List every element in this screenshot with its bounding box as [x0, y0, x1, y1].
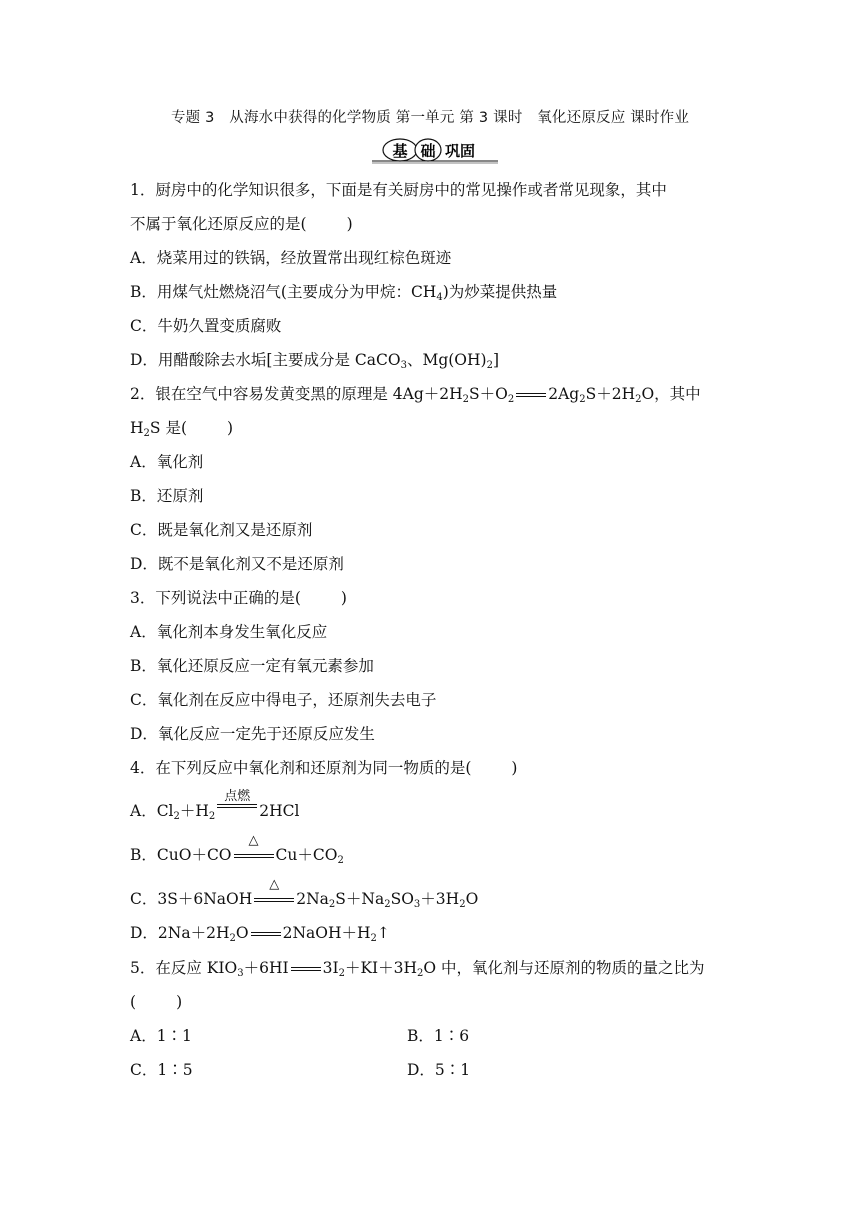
q3-stem: 3．下列说法中正确的是( )	[130, 589, 347, 607]
banner-char-3: 巩固	[444, 142, 476, 160]
q4-stem: 4．在下列反应中氧化剂和还原剂为同一物质的是( )	[130, 759, 518, 777]
equals-sign	[289, 958, 323, 978]
equals-sign	[514, 384, 548, 404]
q5-option-b: B．1∶6	[407, 1027, 470, 1045]
reaction-condition-heat: △	[252, 889, 296, 909]
q4-option-c: C．3S＋6NaOH △ $2Na_2S+Na_2SO_3+3H_2O$	[130, 877, 479, 910]
q4-option-b: B．CuO＋CO △ $Cu+CO_2$	[130, 833, 344, 866]
q2-option-d: D．既不是氧化剂又不是还原剂	[130, 555, 344, 573]
q2-option-a: A．氧化剂	[130, 453, 204, 471]
q5-option-d: D．5∶1	[407, 1061, 471, 1079]
q1-option-a: A．烧菜用过的铁锅，经放置常出现红棕色斑迹	[130, 249, 452, 267]
banner-char-1: 基	[392, 142, 408, 160]
q1-option-c: C．牛奶久置变质腐败	[130, 317, 282, 335]
q2-option-c: C．既是氧化剂又是还原剂	[130, 521, 313, 539]
q4-option-d: D．$2Na+2H_2O$ $2NaOH+H_2↑$	[130, 924, 390, 944]
q3-option-d: D．氧化反应一定先于还原反应发生	[130, 725, 375, 743]
q1-stem-line1: 1．厨房中的化学知识很多，下面是有关厨房中的常见操作或者常见现象，其中	[130, 181, 667, 199]
q2-option-b: B．还原剂	[130, 487, 204, 505]
q5-option-a: A．1∶1	[130, 1027, 192, 1045]
q3-option-c: C．氧化剂在反应中得电子，还原剂失去电子	[130, 691, 437, 709]
q3-option-b: B．氧化还原反应一定有氧元素参加	[130, 657, 374, 675]
q5-stem-line2: ( )	[130, 993, 183, 1011]
q4-option-a: A．$Cl_2+H_2$ 点燃 2HCl	[130, 789, 300, 822]
page-title: 专题 3 从海水中获得的化学物质 第一单元 第 3 课时 氧化还原反应 课时作业	[170, 110, 690, 126]
q2-stem-line1: 2．银在空气中容易发黄变黑的原理是 $4Ag+2H_2S+O_2$ $2Ag_2S+2H_2O$，其中	[130, 385, 701, 405]
section-banner	[370, 137, 500, 165]
equals-sign	[249, 923, 283, 943]
reaction-condition-ignite: 点燃	[215, 801, 259, 821]
q1-stem-line2: 不属于氧化还原反应的是( )	[130, 215, 353, 233]
banner-char-2: 础	[420, 142, 436, 160]
q1-option-d: D．用醋酸除去水垢[主要成分是 CaCO$_3$、$Mg(OH)_2$]	[130, 351, 500, 371]
q1-option-b: B．用煤气灶燃烧沼气(主要成分为甲烷：$CH_4$)为炒菜提供热量	[130, 283, 558, 303]
reaction-condition-heat: △	[232, 845, 276, 865]
q5-option-c: C．1∶5	[130, 1061, 193, 1079]
q5-stem-line1: 5．在反应 $KIO_3+6HI$ $3I_2+KI+3H_2O$ 中，氧化剂与还原剂的物质的量之比为	[130, 959, 705, 979]
q2-stem-line2: $H_2S$ 是( )	[130, 419, 234, 439]
q3-option-a: A．氧化剂本身发生氧化反应	[130, 623, 328, 641]
